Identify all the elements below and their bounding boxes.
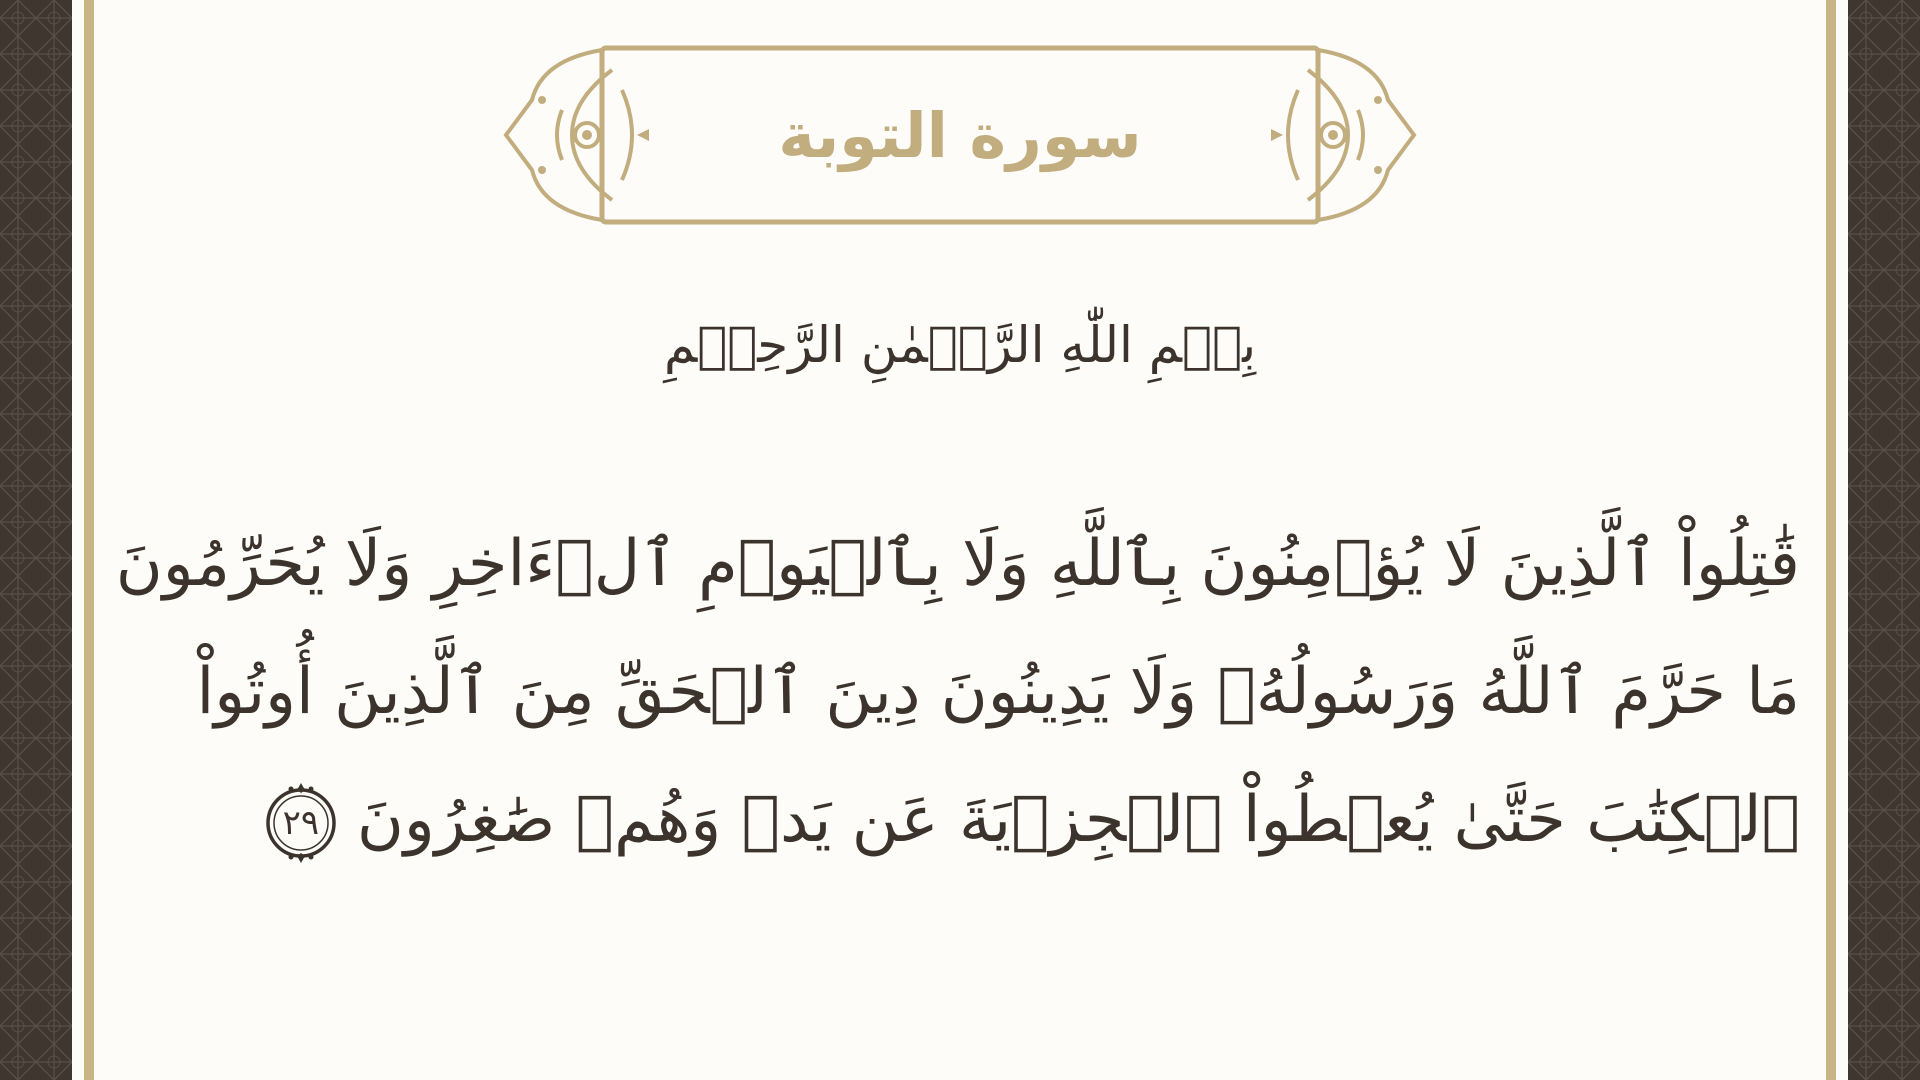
verse-line-3-text: ٱلۡكِتَٰبَ حَتَّىٰ يُعۡطُواْ ٱلۡجِزۡيَةَ عَن يَدٖ وَهُمۡ صَٰغِرُونَ xyxy=(356,783,1800,857)
left-gap xyxy=(72,0,84,1080)
right-border-pattern xyxy=(1848,0,1920,1080)
verse-line-1: قَٰتِلُواْ ٱلَّذِينَ لَا يُؤۡمِنُونَ بِٱللَّهِ وَلَا بِٱلۡيَوۡمِ ٱلۡءَاخِرِ وَلَا يُحَرِّمُونَ xyxy=(115,527,1800,601)
basmala: بِسۡمِ اللّٰهِ الرَّحۡمٰنِ الرَّحِيۡمِ xyxy=(664,316,1256,374)
verse-line-3 xyxy=(282,756,1800,884)
left-pattern-icon xyxy=(0,0,72,1080)
verse-line-2: مَا حَرَّمَ ٱللَّهُ وَرَسُولُهُۥ وَلَا يَدِينُونَ دِينَ ٱلۡحَقِّ مِنَ ٱلَّذِينَ أُوتُواْ xyxy=(196,655,1800,729)
right-gold-rule xyxy=(1826,0,1836,1080)
surah-title-banner xyxy=(502,40,1418,230)
surah-name: سورة التوبة xyxy=(778,98,1142,172)
right-gap xyxy=(1836,0,1848,1080)
ayah-number: ٢٩ xyxy=(282,803,320,844)
right-pattern-icon xyxy=(1848,0,1920,1080)
left-border-pattern xyxy=(0,0,72,1080)
left-gold-rule xyxy=(84,0,94,1080)
ayah-end-marker xyxy=(259,781,343,865)
verse-text xyxy=(115,500,1800,884)
